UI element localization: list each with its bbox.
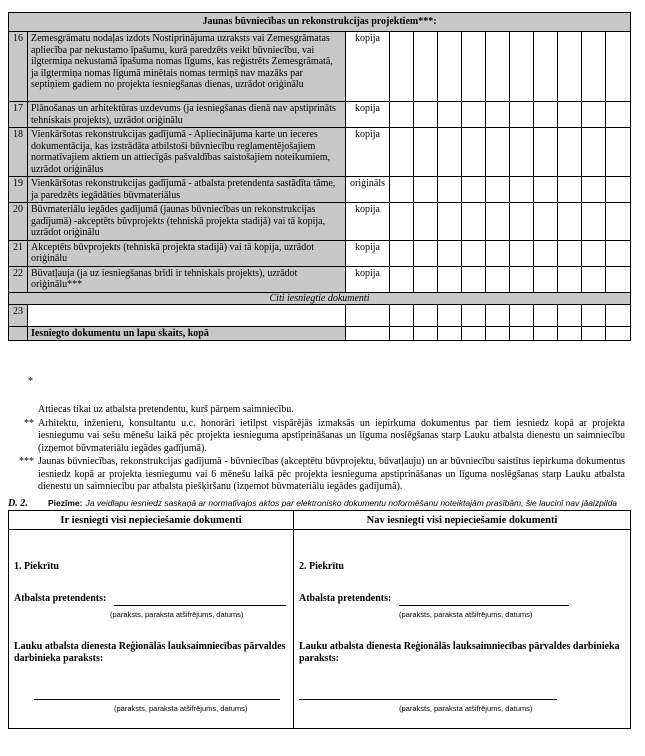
row-entry-cell[interactable]: [534, 240, 558, 266]
row-description: Vienkāršotas rekonstrukcijas gadījumā - atbalsta pretendenta sastādīta tāme, ja paredzēts iegādāties būvmateriālus: [28, 177, 346, 203]
row-entry-cell[interactable]: [462, 32, 486, 102]
row-entry-cell[interactable]: [606, 240, 631, 266]
left-applicant-caption: (paraksts, paraksta atšifrējums, datums): [110, 610, 244, 619]
row23-entry-cell[interactable]: [534, 304, 558, 326]
row-entry-cell[interactable]: [606, 266, 631, 292]
total-label: Iesniegto dokumentu un lapu skaits, kopā: [28, 326, 346, 340]
left-official-caption: (paraksts, paraksta atšifrējums, datums): [114, 704, 248, 713]
right-applicant-signature-line[interactable]: [399, 605, 569, 606]
row-entry-cell[interactable]: [414, 102, 438, 128]
footnote: [10, 456, 625, 494]
total-entry-cell[interactable]: [462, 326, 486, 340]
row-entry-cell[interactable]: [510, 32, 534, 102]
section-title: Jaunas būvniecības un rekonstrukcijas projektiem***:: [9, 13, 631, 32]
footnote-mark: *: [28, 376, 33, 387]
row-entry-cell[interactable]: [534, 32, 558, 102]
total-entry-cell[interactable]: [390, 326, 414, 340]
row23-entry-cell[interactable]: [438, 304, 462, 326]
footnote-text: Attiecas tikai uz atbalsta pretendentu, kurš pārņem saimniecību.: [38, 404, 294, 415]
table-row: [9, 128, 631, 177]
row-entry-cell[interactable]: [582, 177, 606, 203]
row-entry-cell[interactable]: [390, 203, 414, 241]
left-header: Ir iesniegti visi nepieciešamie dokumenti: [9, 511, 294, 530]
row-entry-cell[interactable]: [582, 102, 606, 128]
row-entry-cell[interactable]: [486, 102, 510, 128]
row-entry-cell[interactable]: [390, 128, 414, 177]
section-d2: [8, 498, 630, 729]
right-applicant-caption: (paraksts, paraksta atšifrējums, datums): [399, 610, 533, 619]
total-type-entry[interactable]: [346, 326, 390, 340]
row23-entry-cell[interactable]: [462, 304, 486, 326]
row-document-type: kopija: [346, 102, 390, 128]
row-number: 17: [9, 102, 28, 128]
row-entry-cell[interactable]: [582, 240, 606, 266]
d2-note-label: Piezīme:: [48, 498, 83, 508]
total-row: [9, 326, 631, 340]
row-number: 20: [9, 203, 28, 241]
row-document-type: kopija: [346, 266, 390, 292]
row-entry-cell[interactable]: [558, 240, 582, 266]
d2-heading: [8, 498, 630, 509]
total-entry-cell[interactable]: [606, 326, 631, 340]
row-number: 22: [9, 266, 28, 292]
row-document-type: oriģināls: [346, 177, 390, 203]
left-agree-title: 1. Piekrītu: [14, 561, 59, 572]
right-header: Nav iesniegti visi nepieciešamie dokumenti: [294, 511, 631, 530]
row-entry-cell[interactable]: [390, 177, 414, 203]
row-entry-cell[interactable]: [534, 266, 558, 292]
row-entry-cell[interactable]: [510, 102, 534, 128]
row-entry-cell[interactable]: [558, 177, 582, 203]
row-description: Būvmateriālu iegādes gadījumā (jaunas būvniecības un rekonstrukcijas gadījumā) -akceptēts būvprojekts (tehniskā projekta stadijā) vai tā kopija, uzrādot oriģinālu: [28, 203, 346, 241]
other-docs-title: Citi iesniegtie dokumenti: [9, 292, 631, 304]
total-entry-cell[interactable]: [534, 326, 558, 340]
left-official-label: Lauku atbalsta dienesta Reģionālās lauksaimniecības pārvaldes darbinieka paraksts:: [14, 641, 286, 664]
footnote-text: Arhitektu, inženieru, konsultantu u.c. honorāri ietilpst vispārējās izmaksās un iepirkuma dokumentus par tiem iesniedz kopā ar projekta iesniegumu vai sešu mēnešu laikā pēc projekta iesnieguma apstiprināšanas un līguma noslēgšanas starp Lauku atbalsta dienestu un saimniecību (izņemot būvmateriālu iegādes gadījumā).: [38, 417, 625, 454]
row-document-type: kopija: [346, 203, 390, 241]
footnote-text: Jaunas būvniecības, rekonstrukcijas gadījumā - būvniecības (akceptētu būvprojektu, būvatļauju) un ar būvniecību saistītus iepirkuma dokumentus iesniedz kopā ar projekta iesniegumu vai 6 mēnešu laikā pēc projekta iesnieguma apstiprināšanas un līguma noslēgšanas starp Lauku atbalsta dienestu un saimniecību par atbalsta piešķiršanu (izņemot būvmateriālu iegādes gadījumā).: [38, 456, 625, 492]
total-entry-cell[interactable]: [510, 326, 534, 340]
row-entry-cell[interactable]: [606, 32, 631, 102]
table-row: [9, 102, 631, 128]
row-entry-cell[interactable]: [558, 203, 582, 241]
row-entry-cell[interactable]: [534, 177, 558, 203]
row-entry-cell[interactable]: [462, 102, 486, 128]
table-row: [9, 203, 631, 241]
row-document-type: kopija: [346, 32, 390, 102]
row-entry-cell[interactable]: [582, 203, 606, 241]
row-entry-cell[interactable]: [414, 203, 438, 241]
other-doc-type-entry[interactable]: [346, 304, 390, 326]
left-applicant-label: Atbalsta pretendents:: [14, 593, 107, 604]
row-entry-cell[interactable]: [414, 128, 438, 177]
table-row: [9, 266, 631, 292]
row-entry-cell[interactable]: [510, 177, 534, 203]
row-entry-cell[interactable]: [462, 128, 486, 177]
row-entry-cell[interactable]: [438, 266, 462, 292]
row-entry-cell[interactable]: [582, 128, 606, 177]
left-official-signature-line[interactable]: [34, 699, 280, 700]
total-entry-cell[interactable]: [438, 326, 462, 340]
row-entry-cell[interactable]: [486, 128, 510, 177]
row-entry-cell[interactable]: [462, 203, 486, 241]
row-entry-cell[interactable]: [438, 203, 462, 241]
row-entry-cell[interactable]: [558, 128, 582, 177]
row-entry-cell[interactable]: [510, 240, 534, 266]
footnote-mark: **: [24, 417, 34, 429]
row-entry-cell[interactable]: [486, 32, 510, 102]
right-agree-title: 2. Piekrītu: [299, 561, 344, 572]
row23-entry-cell[interactable]: [582, 304, 606, 326]
total-entry-cell[interactable]: [558, 326, 582, 340]
row23-entry-cell[interactable]: [390, 304, 414, 326]
row-entry-cell[interactable]: [606, 102, 631, 128]
row-entry-cell[interactable]: [534, 128, 558, 177]
row-entry-cell[interactable]: [438, 32, 462, 102]
row-entry-cell[interactable]: [486, 177, 510, 203]
row-document-type: kopija: [346, 128, 390, 177]
row-entry-cell[interactable]: [534, 102, 558, 128]
right-official-signature-line[interactable]: [299, 699, 557, 700]
footnote-mark: ***: [19, 456, 34, 467]
row-description: Plānošanas un arhitektūras uzdevums (ja iesniegšanas dienā nav apstiprināts tehniskais projekts), uzrādot oriģinālu: [28, 102, 346, 128]
row-entry-cell[interactable]: [558, 102, 582, 128]
total-row-number-blank: [9, 326, 28, 340]
row23-entry-cell[interactable]: [510, 304, 534, 326]
row-number: 16: [9, 32, 28, 102]
row-document-type: kopija: [346, 240, 390, 266]
row-entry-cell[interactable]: [582, 32, 606, 102]
row23-entry-cell[interactable]: [486, 304, 510, 326]
row-entry-cell[interactable]: [510, 128, 534, 177]
row-entry-cell[interactable]: [558, 266, 582, 292]
row-entry-cell[interactable]: [510, 266, 534, 292]
row-entry-cell[interactable]: [486, 266, 510, 292]
row-number: 18: [9, 128, 28, 177]
table-row: [9, 32, 631, 102]
row-entry-cell[interactable]: [390, 266, 414, 292]
d2-note-text: Ja veidlapu iesniedz saskaņā ar normatīvajos aktos par elektronisko dokumentu noformēšanu noteiktajām prasībām, šie laucinī nav jāaizpilda: [85, 498, 618, 508]
row-entry-cell[interactable]: [438, 102, 462, 128]
row-entry-cell[interactable]: [582, 266, 606, 292]
other-docs-row: [9, 292, 631, 304]
row-entry-cell[interactable]: [462, 240, 486, 266]
row-entry-cell[interactable]: [606, 128, 631, 177]
signature-table: [8, 510, 631, 729]
row-entry-cell[interactable]: [606, 203, 631, 241]
row-entry-cell[interactable]: [534, 203, 558, 241]
footnotes: [10, 376, 625, 495]
row-number: 21: [9, 240, 28, 266]
row-entry-cell[interactable]: [558, 32, 582, 102]
other-doc-entry[interactable]: [28, 304, 346, 326]
row-entry-cell[interactable]: [390, 102, 414, 128]
documents-table: [8, 12, 631, 341]
total-entry-cell[interactable]: [486, 326, 510, 340]
left-signature-cell: [9, 530, 294, 729]
right-official-caption: (paraksts, paraksta atšifrējums, datums): [399, 704, 533, 713]
row23-entry-cell[interactable]: [606, 304, 631, 326]
table-row: [9, 240, 631, 266]
row-number: 23: [9, 304, 28, 326]
row-entry-cell[interactable]: [606, 177, 631, 203]
total-entry-cell[interactable]: [582, 326, 606, 340]
footnote: [10, 376, 625, 417]
documents-table-wrapper: [8, 12, 630, 341]
row-number: 19: [9, 177, 28, 203]
row-entry-cell[interactable]: [390, 240, 414, 266]
right-signature-cell: [294, 530, 631, 729]
row-entry-cell[interactable]: [414, 266, 438, 292]
row-entry-cell[interactable]: [390, 32, 414, 102]
row-entry-cell[interactable]: [438, 128, 462, 177]
row-entry-cell[interactable]: [486, 240, 510, 266]
row-entry-cell[interactable]: [438, 177, 462, 203]
table-row: [9, 304, 631, 326]
row23-entry-cell[interactable]: [558, 304, 582, 326]
row23-entry-cell[interactable]: [414, 304, 438, 326]
row-entry-cell[interactable]: [486, 203, 510, 241]
row-entry-cell[interactable]: [510, 203, 534, 241]
footnote: [10, 418, 625, 456]
total-entry-cell[interactable]: [414, 326, 438, 340]
row-entry-cell[interactable]: [414, 32, 438, 102]
row-entry-cell[interactable]: [414, 177, 438, 203]
left-applicant-signature-line[interactable]: [114, 605, 286, 606]
d2-label: D. 2.: [8, 498, 28, 509]
right-official-label: Lauku atbalsta dienesta Reģionālās lauksaimniecības pārvaldes darbinieka paraksts:: [299, 641, 620, 664]
row-description: Zemesgrāmatu nodaļas izdots Nostiprinājuma uzraksts vai Zemesgrāmatas apliecība par nekustamo īpašumu, kurā paredzēts veikt būvniecību, vai ilgtermiņa nekustamā īpašuma nomas līgums, kas reģistrēts Zemesgrāmatā, ja ilgtermiņa nomas līgumā minētais nomas termiņš nav mazāks par septiņiem gadiem no projekta iesniegšanas dienas, uzrādot oriģinālu: [28, 32, 346, 102]
row-description: Vienkāršotas rekonstrukcijas gadījumā - Apliecinājuma karte un ieceres dokumentācija, kas izstrādāta atbilstoši būvniecību reglamentējošajiem normatīvajiem aktiem un attiecīgās pašvaldības saistošajiem noteikumiem, uzrādot oriģinālus: [28, 128, 346, 177]
row-entry-cell[interactable]: [462, 177, 486, 203]
row-description: Akceptēts būvprojekts (tehniskā projekta stadijā) vai tā kopija, uzrādot oriģinālu: [28, 240, 346, 266]
row-description: Būvatļauja (ja uz iesniegšanas brīdi ir tehniskais projekts), uzrādot oriģinālu***: [28, 266, 346, 292]
row-entry-cell[interactable]: [462, 266, 486, 292]
table-row: [9, 177, 631, 203]
right-applicant-label: Atbalsta pretendents:: [299, 593, 392, 604]
row-entry-cell[interactable]: [414, 240, 438, 266]
row-entry-cell[interactable]: [438, 240, 462, 266]
